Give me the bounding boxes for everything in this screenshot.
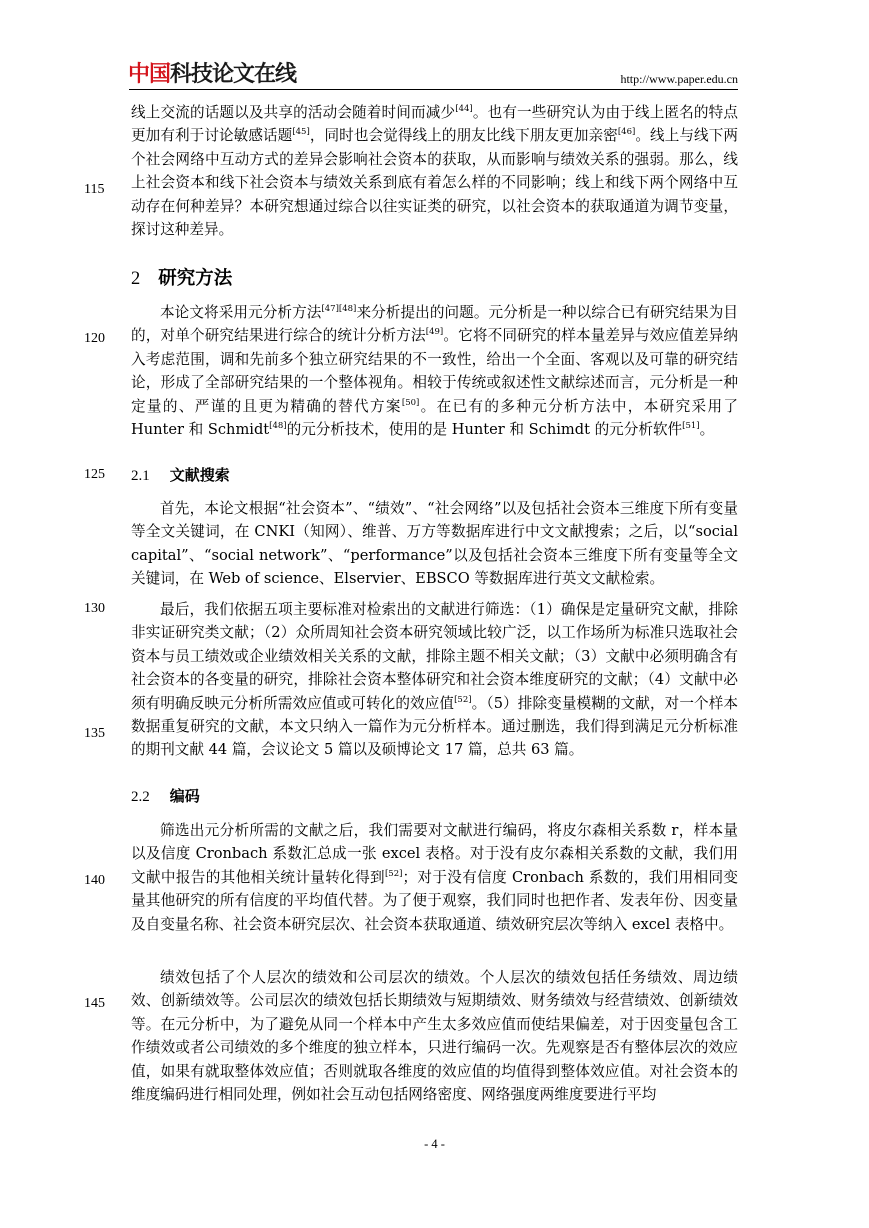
citation[interactable]: [50] [401,397,420,408]
section-number: 2 [131,269,141,289]
subsection-number: 2.1 [131,468,150,484]
citation[interactable]: [52] [384,868,403,879]
logo-text-sci-paper-online: 科技论文在线 [170,62,297,87]
citation[interactable]: [46] [617,127,636,138]
page-number: - 4 - [424,1137,445,1151]
coding-paragraph-1: 筛选出元分析所需的文献之后，我们需要对文献进行编码，将皮尔森相关系数 r，样本量以及信度 Cronbach 系数汇总成一张 excel 表格。对于没有皮尔森相关系数的文献，我们用文献中报告的其他相关统计量转化得到[52]；对于没有信度 Cronbach 系数的，我们用相同变量其他研究的所有信度的平均值代替。为了便于观察，我们同时也把作者、发表年份、因变量及自变量名称、社会资本研究层次、社会资本获取通道、绩效研究层次等纳入 excel 表格中。 [131,822,738,933]
subsection-title: 文献搜索 [169,466,230,484]
subsection-number: 2.2 [131,789,150,805]
citation[interactable]: [52] [454,694,472,705]
line-number: 145 [84,996,105,1011]
subsection-heading [131,464,230,485]
citation[interactable]: [45] [292,127,310,138]
journal-logo [128,62,296,88]
citation[interactable]: [44] [455,104,473,114]
section-title: 研究方法 [158,268,233,289]
header-url[interactable]: http://www.paper.edu.cn [620,72,738,86]
citation[interactable]: [48] [269,421,287,432]
line-number: 125 [84,467,105,482]
subsection-title: 编码 [169,787,200,805]
line-number: 115 [84,182,105,197]
line-number: 135 [84,726,105,741]
search-paragraph-2: 最后，我们依据五项主要标准对检索出的文献进行筛选：（1）确保是定量研究文献，排除非实证研究类文献；（2）众所周知社会资本研究领域比较广泛，以工作场所为标准只选取社会资本与员工绩效或企业绩效相关关系的文献，排除主题不相关文献；（3）文献中必须明确含有社会资本的各变量的研究，排除社会资本整体研究和社会资本维度研究的文献；（4）文献中必须有明确反映元分析所需效应值或可转化的效应值[52]。（5）排除变量模糊的文献，对一个样本数据重复研究的文献，本文只纳入一篇作为元分析样本。通过删选，我们得到满足元分析标准的期刊文献 44 篇，会议论文 5 篇以及硕博论文 17 篇，总共 63 篇。 [131,601,738,759]
line-number: 140 [84,873,105,888]
search-paragraph-1: 首先，本论文根据“社会资本”、“绩效”、“社会网络”以及包括社会资本三维度下所有变量等全文关键词，在 CNKI（知网）、维普、万方等数据库进行中文文献搜索；之后，以“social capital”、“social network”、“performance”以及包括社会资本三维度下所有变量等全文关键词，在 Web of science、Elservier、EBSCO 等数据库进行英文文献检索。 [131,500,738,588]
methods-paragraph: 本论文将采用元分析方法[47][48]来分析提出的问题。元分析是一种以综合已有研究结果为目的，对单个研究结果进行综合的统计分析方法[49]。它将不同研究的样本量差异与效应值差异纳入考虑范围，调和先前多个独立研究结果的不一致性，给出一个全面、客观以及可靠的研究结论，形成了全部研究结果的一个整体视角。相较于传统或叙述性文献综述而言，元分析是一种定量的、严谨的且更为精确的替代方案[50]。在已有的多种元分析方法中，本研究采用了 Hunter 和 Schmidt[48]的元分析技术，使用的是 Hunter 和 Schimdt 的元分析软件[51]。 [131,304,738,439]
citation[interactable]: [49] [425,327,444,338]
section-heading [131,264,232,290]
subsection-heading [131,785,200,806]
citation[interactable]: [47][48] [321,304,357,314]
line-number: 120 [84,331,105,346]
intro-paragraph: 线上交流的话题以及共享的活动会随着时间而减少[44]。也有一些研究认为由于线上匿名的特点更加有利于讨论敏感话题[45]，同时也会觉得线上的朋友比线下朋友更加亲密[46]。线上与线下两个社会网络中互动方式的差异会影响社会资本的获取，从而影响与绩效关系的强弱。那么，线上社会资本和线下社会资本与绩效关系到底有着怎么样的不同影响；线上和线下两个网络中互动存在何种差异？本研究想通过综合以往实证类的研究，以社会资本的获取通道为调节变量，探讨这种差异。 [131,104,738,239]
coding-paragraph-2: 绩效包括了个人层次的绩效和公司层次的绩效。个人层次的绩效包括任务绩效、周边绩效、创新绩效等。公司层次的绩效包括长期绩效与短期绩效、财务绩效与经营绩效、创新绩效等。在元分析中，为了避免从同一个样本中产生太多效应值而使结果偏差，对于因变量包含工作绩效或者公司绩效的多个维度的独立样本，只进行编码一次。先观察是否有整体层次的效应值，如果有就取整体效应值；否则就取各维度的效应值的均值得到整体效应值。对社会资本的维度编码进行相同处理，例如社会互动包括网络密度、网络强度两维度要进行平均 [131,969,738,1104]
logo-text-china: 中国 [128,62,171,87]
line-number: 130 [84,601,105,616]
header-rule [129,89,738,90]
citation[interactable]: [51] [682,421,700,432]
